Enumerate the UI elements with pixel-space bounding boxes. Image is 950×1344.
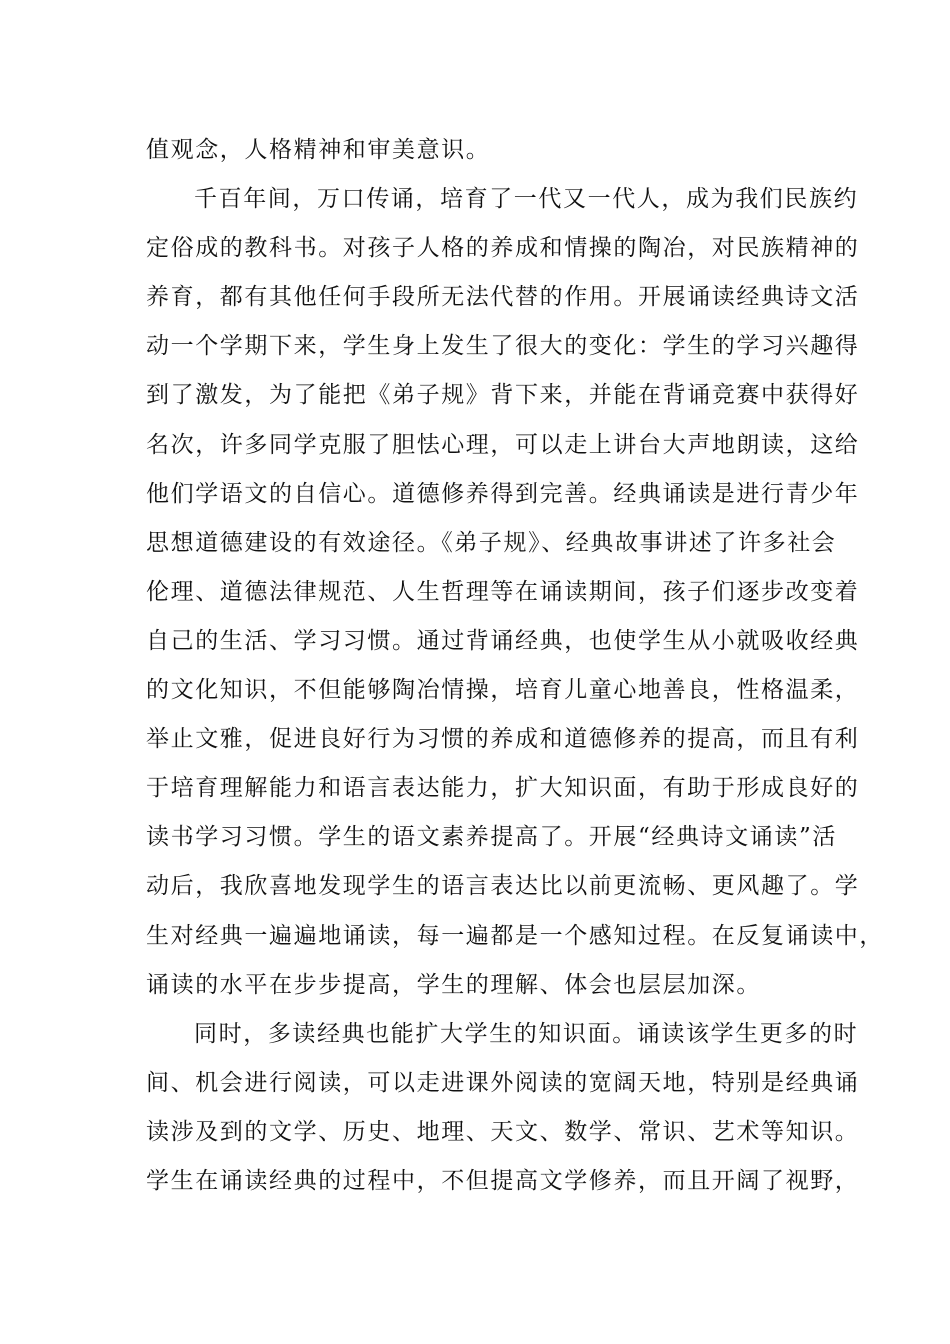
text-line: 动后，我欣喜地发现学生的语言表达比以前更流畅、更风趣了。学 xyxy=(146,873,860,900)
text-line: 于培育理解能力和语言表达能力，扩大知识面，有助于形成良好的 xyxy=(146,775,860,802)
text-line: 名次，许多同学克服了胆怯心理，可以走上讲台大声地朗读，这给 xyxy=(146,431,860,458)
text-line: 值观念，人格精神和审美意识。 xyxy=(146,137,491,163)
text-line: 举止文雅，促进良好行为习惯的养成和道德修养的提高，而且有利 xyxy=(146,726,860,753)
text-line: 生对经典一遍遍地诵读，每一遍都是一个感知过程。在反复诵读中， xyxy=(146,922,884,949)
text-line: 到了激发，为了能把《弟子规》背下来，并能在背诵竞赛中获得好 xyxy=(146,382,860,409)
text-line: 他们学语文的自信心。道德修养得到完善。经典诵读是进行青少年 xyxy=(146,480,860,507)
text-line: 定俗成的教科书。对孩子人格的养成和情操的陶冶，对民族精神的 xyxy=(146,235,860,262)
text-line: 间、机会进行阅读，可以走进课外阅读的宽阔天地，特别是经典诵 xyxy=(146,1069,860,1096)
text-line: 伦理、道德法律规范、人生哲理等在诵读期间，孩子们逐步改变着 xyxy=(146,578,860,605)
body-text xyxy=(146,126,884,1206)
text-line: 诵读的水平在步步提高，学生的理解、体会也层层加深。 xyxy=(146,971,761,998)
text-line: 读书学习习惯。学生的语文素养提高了。开展“经典诗文诵读”活 xyxy=(146,824,837,851)
text-line: 养育，都有其他任何手段所无法代替的作用。开展诵读经典诗文活 xyxy=(146,284,860,311)
text-line: 自己的生活、学习习惯。通过背诵经典，也使学生从小就吸收经典 xyxy=(146,627,860,654)
paragraph-first-line: 同时，多读经典也能扩大学生的知识面。诵读该学生更多的时 xyxy=(194,1020,859,1047)
text-line: 的文化知识，不但能够陶冶情操，培育儿童心地善良，性格温柔， xyxy=(146,677,860,704)
text-line: 读涉及到的文学、历史、地理、天文、数学、常识、艺术等知识。 xyxy=(146,1118,860,1145)
text-line: 动一个学期下来，学生身上发生了很大的变化：学生的学习兴趣得 xyxy=(146,333,860,360)
text-line: 思想道德建设的有效途径。《弟子规》、经典故事讲述了许多社会 xyxy=(146,529,837,556)
paragraph-first-line: 千百年间，万口传诵，培育了一代又一代人，成为我们民族约 xyxy=(194,186,859,213)
text-line: 学生在诵读经典的过程中，不但提高文学修养，而且开阔了视野， xyxy=(146,1167,860,1194)
